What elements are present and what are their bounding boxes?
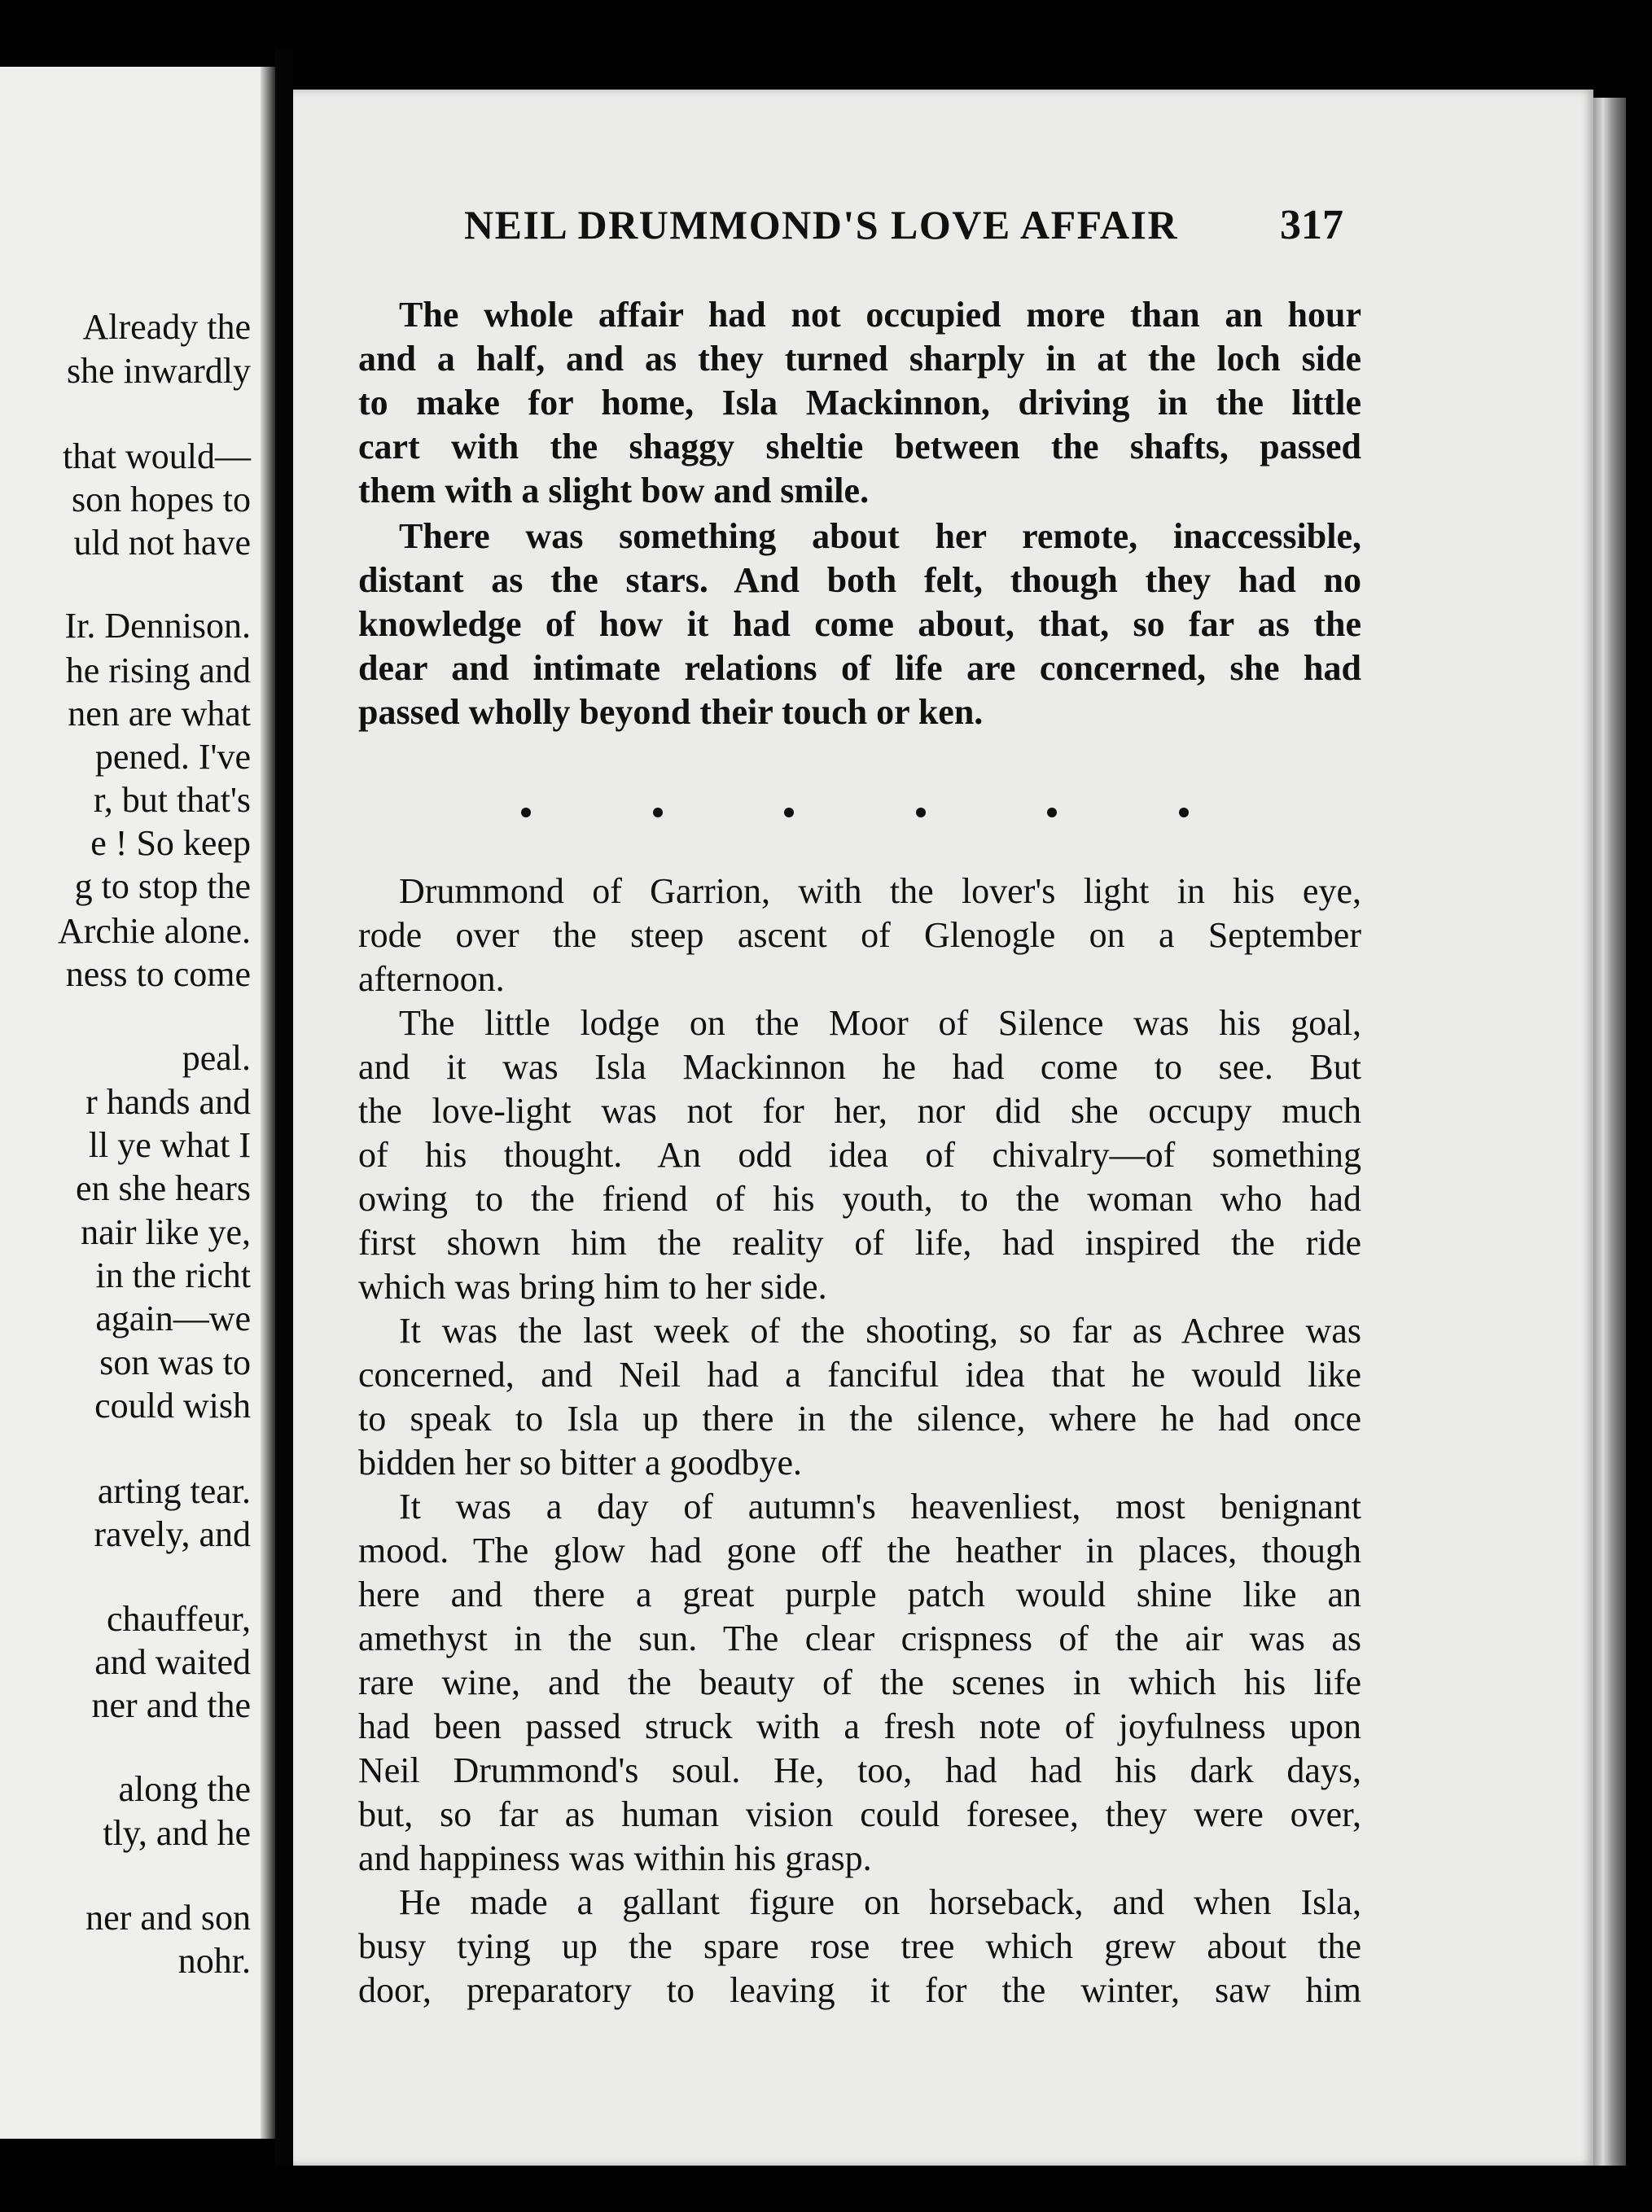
- body-line: distant as the stars. And both felt, though they had no: [358, 560, 1361, 600]
- section-dot: [1179, 808, 1189, 817]
- body-line: knowledge of how it had come about, that, so far as the: [358, 604, 1361, 644]
- left-page-line: uld not have: [73, 523, 251, 563]
- body-line: The little lodge on the Moor of Silence was his goal,: [399, 1003, 1361, 1043]
- left-page-line: son was to: [99, 1343, 251, 1382]
- section-dot: [916, 808, 926, 817]
- body-line: to speak to Isla up there in the silence, where he had once: [358, 1399, 1361, 1439]
- body-line: door, preparatory to leaving it for the winter, saw him: [358, 1970, 1361, 2010]
- left-page-line: nair like ye,: [81, 1212, 251, 1252]
- body-line: Drummond of Garrion, with the lover's light in his eye,: [399, 871, 1361, 911]
- left-page-line: and waited: [94, 1642, 251, 1682]
- page-edges: [1593, 98, 1626, 2166]
- body-line: and a half, and as they turned sharply in at the loch side: [358, 339, 1361, 379]
- left-page-line: could wish: [94, 1386, 251, 1426]
- left-page-line: r, but that's: [93, 780, 251, 820]
- section-dot: [1047, 808, 1057, 817]
- left-page-line: arting tear.: [97, 1471, 251, 1511]
- section-dot: [784, 808, 794, 817]
- left-page-line: nen are what: [68, 694, 251, 734]
- left-page: [0, 67, 275, 2139]
- left-page-line: ner and son: [85, 1898, 251, 1938]
- body-line: concerned, and Neil had a fanciful idea that he would like: [358, 1355, 1361, 1395]
- body-line: bidden her so bitter a goodbye.: [358, 1443, 802, 1483]
- body-line: cart with the shaggy sheltie between the shafts, passed: [358, 427, 1361, 466]
- body-line: rode over the steep ascent of Glenogle on a September: [358, 915, 1361, 955]
- left-page-line: peal.: [182, 1038, 251, 1078]
- left-page-line: e ! So keep: [90, 823, 251, 863]
- body-line: the love-light was not for her, nor did she occupy much: [358, 1091, 1361, 1131]
- body-line: but, so far as human vision could foresee, they were over,: [358, 1794, 1361, 1834]
- left-page-line: ravely, and: [94, 1514, 251, 1554]
- left-page-line: ness to come: [65, 954, 251, 994]
- left-page-line: ll ye what I: [88, 1125, 251, 1165]
- body-line: He made a gallant figure on horseback, and when Isla,: [399, 1882, 1361, 1922]
- running-head: NEIL DRUMMOND'S LOVE AFFAIR: [464, 202, 1179, 247]
- body-line: them with a slight bow and smile.: [358, 471, 870, 510]
- left-page-line: in the richt: [95, 1255, 251, 1295]
- body-line: to make for home, Isla Mackinnon, driving in the little: [358, 383, 1361, 423]
- body-line: mood. The glow had gone off the heather in places, though: [358, 1531, 1361, 1570]
- left-page-line: that would—: [63, 436, 251, 476]
- left-page-line: ner and the: [91, 1685, 251, 1725]
- left-page-line: r hands and: [85, 1082, 251, 1122]
- body-line: and happiness was within his grasp.: [358, 1838, 872, 1878]
- page-number: 317: [1280, 202, 1343, 248]
- body-line: busy tying up the spare rose tree which grew about the: [358, 1926, 1361, 1966]
- left-page-line: tly, and he: [103, 1813, 251, 1853]
- left-page-line: nohr.: [177, 1941, 251, 1981]
- body-line: dear and intimate relations of life are concerned, she had: [358, 648, 1361, 688]
- body-line: It was a day of autumn's heavenliest, most benignant: [399, 1487, 1361, 1526]
- body-line: The whole affair had not occupied more than an hour: [399, 295, 1361, 335]
- body-line: had been passed struck with a fresh note of joyfulness upon: [358, 1706, 1361, 1746]
- section-break-dots: [521, 796, 1189, 829]
- book-spine: [275, 49, 293, 2166]
- left-page-line: en she hears: [75, 1168, 251, 1208]
- left-page-line: Ir. Dennison.: [64, 606, 251, 646]
- left-page-line: Already the: [82, 307, 251, 347]
- body-line: which was bring him to her side.: [358, 1267, 827, 1307]
- body-line: amethyst in the sun. The clear crispness of the air was as: [358, 1618, 1361, 1658]
- body-line: afternoon.: [358, 959, 505, 999]
- body-line: It was the last week of the shooting, so far as Achree was: [399, 1311, 1361, 1351]
- body-line: passed wholly beyond their touch or ken.: [358, 692, 984, 732]
- left-page-line: she inwardly: [66, 351, 251, 391]
- left-page-line: pened. I've: [94, 737, 251, 777]
- body-line: Neil Drummond's soul. He, too, had had his dark days,: [358, 1750, 1361, 1790]
- body-line: rare wine, and the beauty of the scenes in which his life: [358, 1662, 1361, 1702]
- left-page-line: g to stop the: [74, 866, 251, 906]
- left-page-line: he rising and: [65, 650, 251, 690]
- left-page-line: Archie alone.: [58, 911, 251, 951]
- left-page-line: again—we: [95, 1299, 251, 1338]
- section-dot: [521, 808, 531, 817]
- body-line: There was something about her remote, inaccessible,: [399, 516, 1361, 556]
- body-line: owing to the friend of his youth, to the woman who had: [358, 1179, 1361, 1219]
- left-page-line: along the: [118, 1769, 251, 1809]
- left-page-line: chauffeur,: [107, 1599, 251, 1639]
- body-line: and it was Isla Mackinnon he had come to see. But: [358, 1047, 1361, 1087]
- body-line: first shown him the reality of life, had inspired the ride: [358, 1223, 1361, 1263]
- left-page-gutter: [261, 67, 275, 2139]
- body-line: of his thought. An odd idea of chivalry—of something: [358, 1135, 1361, 1175]
- body-line: here and there a great purple patch would shine like an: [358, 1575, 1361, 1614]
- section-dot: [653, 808, 663, 817]
- left-page-line: son hopes to: [72, 480, 251, 519]
